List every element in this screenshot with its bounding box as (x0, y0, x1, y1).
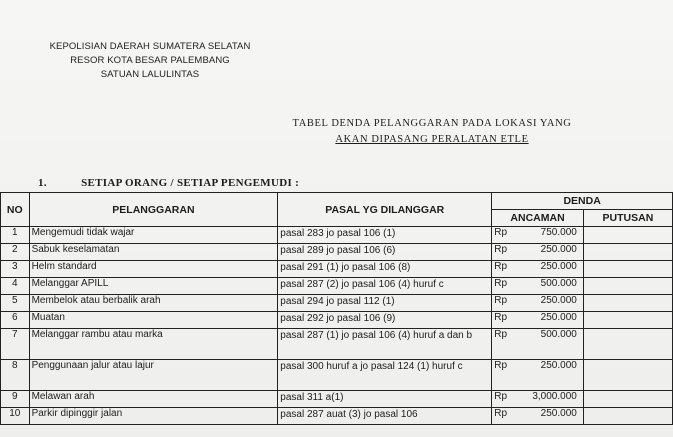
table-row (1, 408, 673, 425)
row-currency: Rp (494, 278, 508, 289)
section-number: 1. (38, 177, 47, 189)
row-pasal: pasal 311 a(1) (278, 391, 492, 408)
row-currency: Rp (494, 329, 508, 340)
row-ancaman (492, 360, 584, 391)
row-currency: Rp (494, 408, 508, 419)
table-row (1, 391, 673, 408)
table-row (1, 312, 673, 329)
row-ancaman (492, 408, 584, 425)
row-pelanggaran: Melawan arah (29, 391, 278, 408)
header-pasal: PASAL YG DILANGGAR (278, 193, 492, 227)
row-amount: 250.000 (540, 244, 577, 255)
table-row (1, 360, 673, 391)
row-putusan (583, 244, 672, 261)
row-number: 6 (1, 312, 30, 329)
table-row (1, 244, 673, 261)
table-row (1, 261, 673, 278)
row-pelanggaran: Sabuk keselamatan (29, 244, 278, 261)
header-putusan: PUTUSAN (583, 210, 672, 227)
row-putusan (583, 360, 672, 391)
row-number: 2 (1, 244, 30, 261)
row-ancaman (492, 261, 584, 278)
row-putusan (583, 312, 672, 329)
row-pelanggaran: Membelok atau berbalik arah (29, 295, 278, 312)
row-pasal: pasal 287 (1) jo pasal 106 (4) huruf a dan b (278, 329, 492, 360)
title-line-2: AKAN DIPASANG PERALATAN ETLE (335, 134, 529, 145)
row-putusan (583, 295, 672, 312)
row-ancaman (492, 244, 584, 261)
row-amount: 250.000 (540, 408, 577, 419)
document-title (262, 116, 602, 148)
header-denda: DENDA (492, 193, 673, 210)
row-amount: 250.000 (540, 295, 577, 306)
row-pasal: pasal 291 (1) jo pasal 106 (8) (278, 261, 492, 278)
table-body (1, 227, 673, 425)
letterhead (40, 40, 260, 82)
row-pelanggaran: Penggunaan jalur atau lajur (29, 360, 278, 391)
row-putusan (583, 408, 672, 425)
row-amount: 500.000 (540, 329, 577, 340)
row-pelanggaran: Helm standard (29, 261, 278, 278)
row-number: 10 (1, 408, 30, 425)
row-pasal: pasal 292 jo pasal 106 (9) (278, 312, 492, 329)
row-pelanggaran: Mengemudi tidak wajar (29, 227, 278, 244)
letterhead-line-3: SATUAN LALULINTAS (100, 69, 200, 80)
row-currency: Rp (494, 360, 508, 371)
row-amount: 3,000.000 (532, 391, 577, 402)
section-label: SETIAP ORANG / SETIAP PENGEMUDI : (81, 177, 300, 189)
row-number: 3 (1, 261, 30, 278)
row-amount: 250.000 (540, 360, 577, 371)
row-pelanggaran: Parkir dipinggir jalan (29, 408, 278, 425)
row-currency: Rp (494, 244, 508, 255)
row-amount: 750.000 (540, 227, 577, 238)
title-line-1: TABEL DENDA PELANGGARAN PADA LOKASI YANG (292, 118, 572, 129)
row-ancaman (492, 295, 584, 312)
row-amount: 250.000 (540, 261, 577, 272)
header-no: NO (1, 193, 30, 227)
row-pasal: pasal 300 huruf a jo pasal 124 (1) huruf c (278, 360, 492, 391)
fine-table (0, 192, 673, 425)
row-number: 8 (1, 360, 30, 391)
row-number: 7 (1, 329, 30, 360)
header-pelanggaran: PELANGGARAN (29, 193, 278, 227)
row-ancaman (492, 312, 584, 329)
row-putusan (583, 278, 672, 295)
row-currency: Rp (494, 295, 508, 306)
table-row (1, 278, 673, 295)
row-pasal: pasal 287 auat (3) jo pasal 106 (278, 408, 492, 425)
row-currency: Rp (494, 227, 508, 238)
row-amount: 500.000 (540, 278, 577, 289)
letterhead-line-1: KEPOLISIAN DAERAH SUMATERA SELATAN (49, 41, 251, 52)
row-currency: Rp (494, 391, 508, 402)
table-row (1, 295, 673, 312)
row-putusan (583, 329, 672, 360)
row-number: 4 (1, 278, 30, 295)
row-pasal: pasal 294 jo pasal 112 (1) (278, 295, 492, 312)
row-amount: 250.000 (540, 312, 577, 323)
section-heading (38, 177, 299, 189)
row-ancaman (492, 329, 584, 360)
row-pelanggaran: Muatan (29, 312, 278, 329)
row-number: 1 (1, 227, 30, 244)
row-number: 9 (1, 391, 30, 408)
row-ancaman (492, 391, 584, 408)
row-putusan (583, 261, 672, 278)
row-currency: Rp (494, 312, 508, 323)
table-row (1, 227, 673, 244)
row-pelanggaran: Melanggar APILL (29, 278, 278, 295)
table-row (1, 329, 673, 360)
row-pasal: pasal 287 (2) jo pasal 106 (4) huruf c (278, 278, 492, 295)
row-pasal: pasal 283 jo pasal 106 (1) (278, 227, 492, 244)
row-ancaman (492, 278, 584, 295)
row-pelanggaran: Melanggar rambu atau marka (29, 329, 278, 360)
row-currency: Rp (494, 261, 508, 272)
header-ancaman: ANCAMAN (492, 210, 584, 227)
row-putusan (583, 391, 672, 408)
row-ancaman (492, 227, 584, 244)
row-number: 5 (1, 295, 30, 312)
letterhead-line-2: RESOR KOTA BESAR PALEMBANG (70, 55, 230, 66)
row-pasal: pasal 289 jo pasal 106 (6) (278, 244, 492, 261)
row-putusan (583, 227, 672, 244)
